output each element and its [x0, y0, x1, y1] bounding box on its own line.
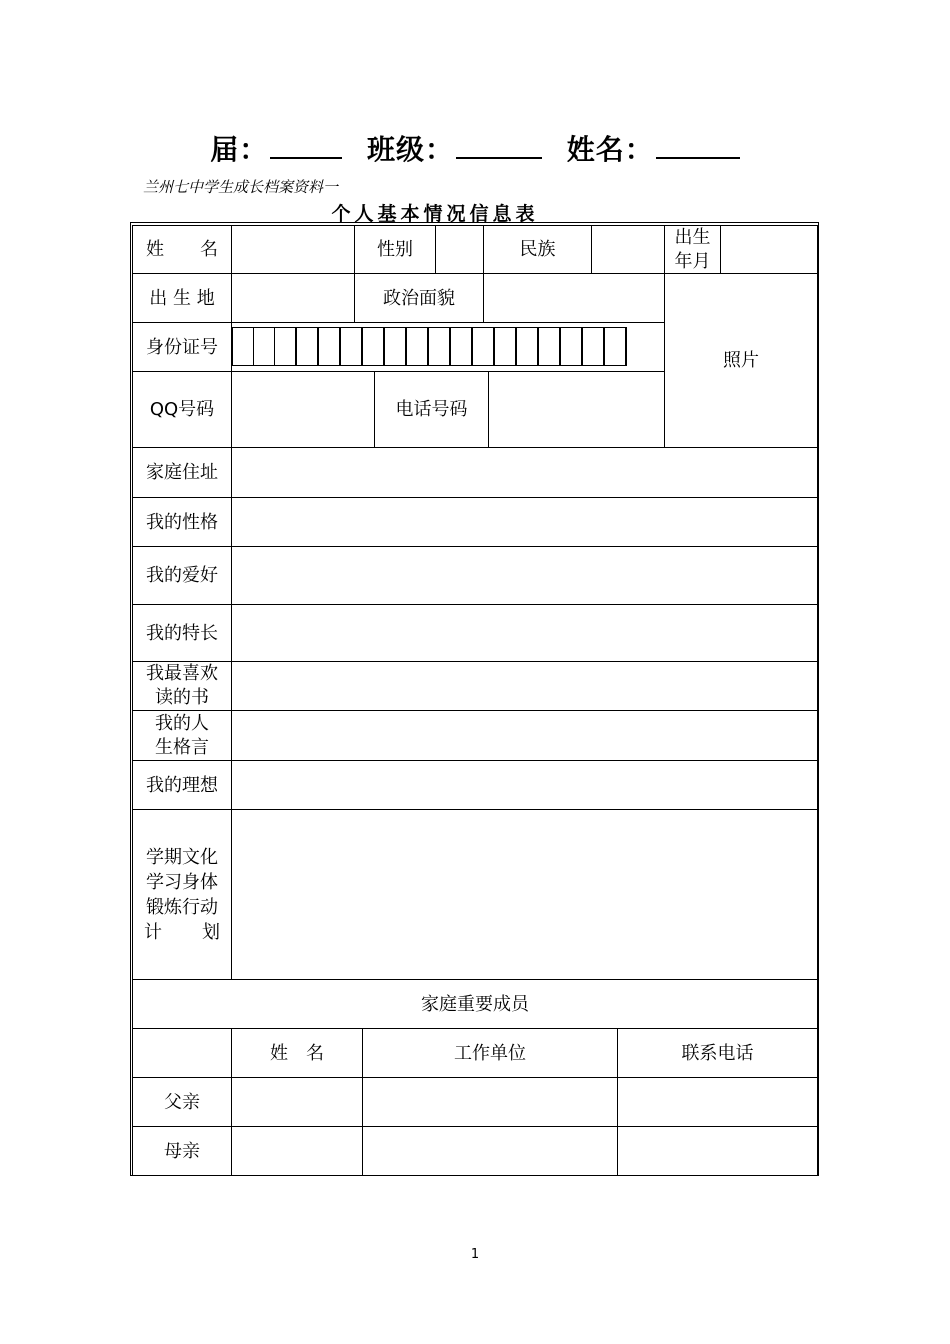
page-number: 1	[470, 1247, 480, 1262]
photo-cell[interactable]	[664, 273, 818, 448]
form-header	[0, 128, 950, 168]
id-digit-box[interactable]	[516, 327, 538, 366]
mother-label-cell	[132, 1126, 232, 1176]
plan-label-char: 计	[144, 921, 162, 943]
hobbies-label-cell	[132, 546, 232, 605]
id-digit-box[interactable]	[604, 327, 626, 366]
birth-field-label: 出生 年月	[674, 226, 711, 272]
gender-input[interactable]	[435, 225, 484, 274]
family-header-blank	[132, 1028, 232, 1078]
birthplace-field-label: 出 生 地	[149, 287, 215, 309]
political-field-label: 政治面貌	[383, 287, 455, 309]
phone-field-label: 电话号码	[395, 399, 468, 420]
ideal-input[interactable]	[231, 760, 818, 810]
plan-label-char: 划	[202, 921, 220, 943]
fav-book-field-label: 我最喜欢 读的书	[146, 663, 218, 708]
id-digit-box[interactable]	[318, 327, 340, 366]
father-phone-input[interactable]	[617, 1077, 818, 1127]
phone-label-cell	[374, 371, 489, 448]
motto-input[interactable]	[231, 710, 818, 761]
father-work-input[interactable]	[362, 1077, 618, 1127]
id-digit-box[interactable]	[560, 327, 582, 366]
talents-input[interactable]	[231, 604, 818, 662]
family-col-work-text: 工作单位	[454, 1042, 526, 1064]
class-label: 班级：	[366, 133, 454, 166]
id-digit-box[interactable]	[340, 327, 362, 366]
fav-book-input[interactable]	[231, 661, 818, 711]
id-digit-box[interactable]	[582, 327, 604, 366]
address-field-label: 家庭住址	[146, 462, 218, 483]
qq-input[interactable]	[231, 371, 375, 448]
id-digit-box[interactable]	[253, 327, 275, 366]
document-subtitle: 兰州七中学生成长档案资料一	[143, 178, 339, 196]
form-title: 个人基本情况信息表	[331, 203, 539, 225]
mother-label: 母亲	[164, 1140, 200, 1162]
mother-work-input[interactable]	[362, 1126, 618, 1176]
ideal-field-label: 我的理想	[146, 774, 218, 796]
id-label-cell	[132, 322, 232, 372]
qq-field-label: QQ号码	[149, 399, 215, 420]
id-box-end	[626, 327, 627, 366]
plan-label-last-line	[144, 920, 220, 945]
id-field-label: 身份证号	[146, 336, 218, 358]
political-input[interactable]	[483, 273, 665, 323]
id-digit-box[interactable]	[274, 327, 296, 366]
birthplace-input[interactable]	[231, 273, 355, 323]
id-digit-box[interactable]	[538, 327, 560, 366]
talents-label-cell	[132, 604, 232, 662]
id-digit-box[interactable]	[494, 327, 516, 366]
plan-label-line: 学习身体	[146, 871, 218, 893]
family-title-text: 家庭重要成员	[421, 993, 529, 1015]
personality-input[interactable]	[231, 497, 818, 547]
personality-field-label: 我的性格	[146, 511, 218, 533]
id-digit-box[interactable]	[232, 327, 254, 366]
birth-input[interactable]	[720, 225, 818, 274]
id-digit-box[interactable]	[296, 327, 318, 366]
ethnicity-label-cell	[483, 225, 592, 274]
motto-label-cell	[132, 710, 232, 761]
family-col-work	[362, 1028, 618, 1078]
name-label-cell	[132, 225, 232, 274]
class-blank[interactable]	[456, 131, 542, 159]
name-input[interactable]	[231, 225, 355, 274]
personality-label-cell	[132, 497, 232, 547]
id-digit-box[interactable]	[472, 327, 494, 366]
name-field-label: 姓 名	[146, 239, 218, 260]
mother-phone-input[interactable]	[617, 1126, 818, 1176]
plan-input[interactable]	[231, 809, 818, 980]
ideal-label-cell	[132, 760, 232, 810]
session-blank[interactable]	[270, 131, 342, 159]
name-label: 姓名：	[566, 133, 654, 166]
motto-field-label: 我的人 生格言	[155, 712, 209, 758]
id-digit-box[interactable]	[428, 327, 450, 366]
plan-label-line: 学期文化	[146, 846, 218, 868]
phone-input[interactable]	[488, 371, 665, 448]
fav-book-label-cell	[132, 661, 232, 711]
session-label: 届：	[210, 133, 269, 166]
hobbies-input[interactable]	[231, 546, 818, 605]
id-digit-box[interactable]	[384, 327, 406, 366]
political-label-cell	[354, 273, 484, 323]
address-label-cell	[132, 447, 232, 498]
birth-label-cell	[664, 225, 721, 274]
qq-label-cell	[132, 371, 232, 448]
birthplace-label-cell	[132, 273, 232, 323]
family-col-name-text: 姓 名	[270, 1042, 324, 1064]
photo-label: 照片	[723, 350, 759, 371]
family-col-phone-text: 联系电话	[681, 1042, 754, 1064]
plan-label-line: 锻炼行动	[146, 896, 218, 918]
id-digit-box[interactable]	[362, 327, 384, 366]
gender-field-label: 性别	[377, 239, 413, 260]
father-label-cell	[132, 1077, 232, 1127]
plan-label-cell	[132, 809, 232, 980]
family-section-title	[132, 979, 818, 1029]
name-blank[interactable]	[656, 131, 740, 159]
ethnicity-field-label: 民族	[519, 239, 556, 260]
hobbies-field-label: 我的爱好	[146, 565, 218, 586]
family-col-name	[231, 1028, 363, 1078]
id-digit-box[interactable]	[450, 327, 472, 366]
family-col-phone	[617, 1028, 818, 1078]
father-label: 父亲	[164, 1091, 200, 1113]
gender-label-cell	[354, 225, 436, 274]
father-name-input[interactable]	[231, 1077, 363, 1127]
id-digit-box[interactable]	[406, 327, 428, 366]
ethnicity-input[interactable]	[591, 225, 665, 274]
address-input[interactable]	[231, 447, 818, 498]
mother-name-input[interactable]	[231, 1126, 363, 1176]
talents-field-label: 我的特长	[146, 622, 218, 644]
